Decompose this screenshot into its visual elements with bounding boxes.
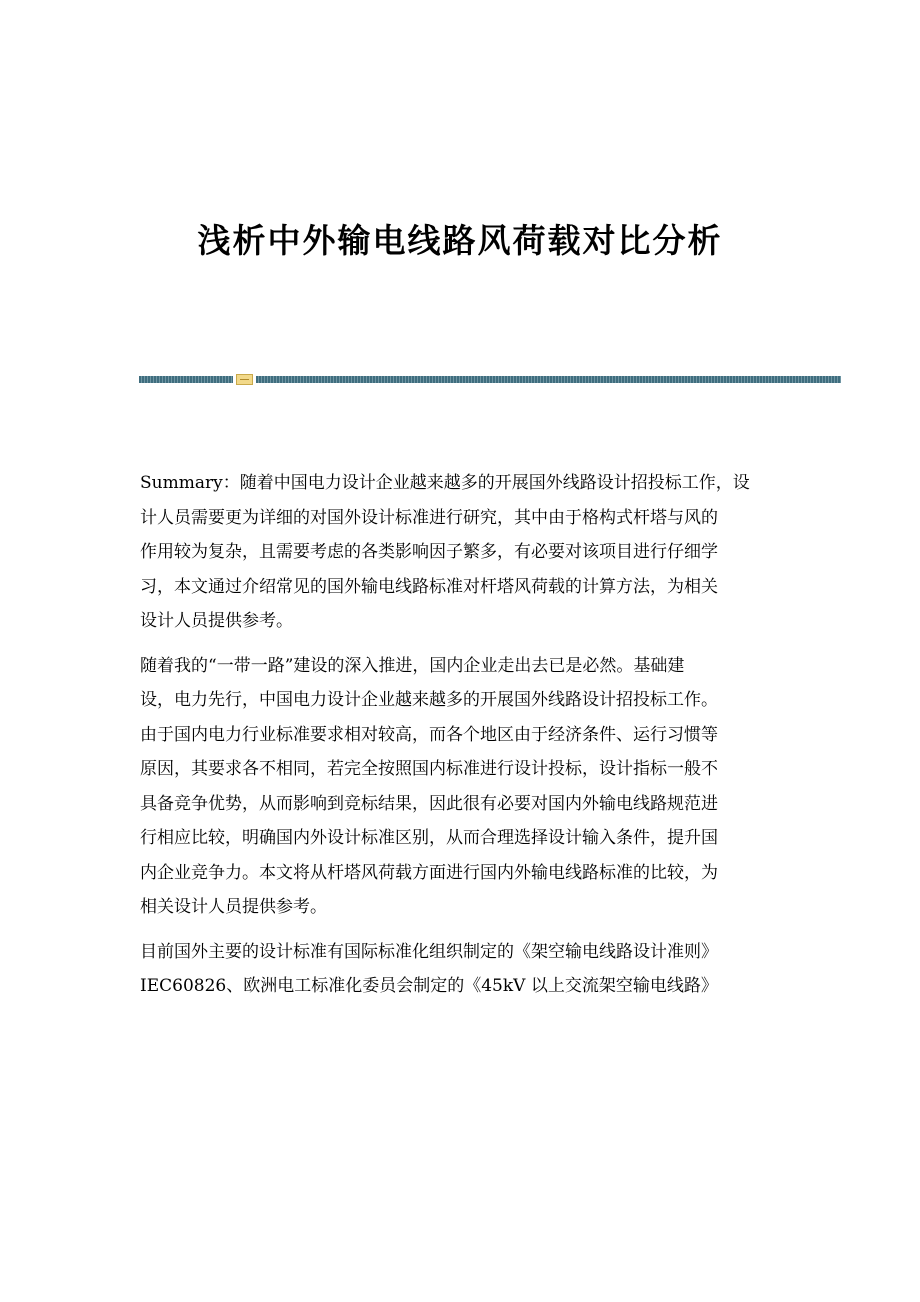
text-line: IEC60826、欧洲电工标准化委员会制定的《45kV 以上交流架空输电线路》 bbox=[140, 976, 718, 996]
text-line: 随着我的“一带一路”建设的深入推进，国内企业走出去已是必然。基础建 bbox=[140, 655, 685, 676]
document-title: 浅析中外输电线路风荷载对比分析 bbox=[197, 221, 723, 260]
text-line: 设，电力先行，中国电力设计企业越来越多的开展国外线路设计招投标工作。 bbox=[140, 690, 718, 710]
text-line: 具备竞争优势，从而影响到竞标结果，因此很有必要对国内外输电线路规范进 bbox=[140, 793, 718, 814]
text-line: 设计人员提供参考。 bbox=[140, 611, 293, 631]
title-divider bbox=[139, 374, 841, 385]
divider-ornament-icon bbox=[236, 374, 253, 385]
text-line: 作用较为复杂，且需要考虑的各类影响因子繁多，有必要对该项目进行仔细学 bbox=[140, 542, 718, 562]
text-line: 内企业竞争力。本文将从杆塔风荷载方面进行国内外输电线路标准的比较，为 bbox=[140, 862, 718, 883]
standards-paragraph bbox=[140, 935, 785, 1004]
text-line: 计人员需要更为详细的对国外设计标准进行研究，其中由于格构式杆塔与风的 bbox=[140, 507, 718, 528]
intro-paragraph bbox=[140, 649, 785, 925]
text-line: Summary：随着中国电力设计企业越来越多的开展国外线路设计招投标工作，设 bbox=[140, 473, 750, 493]
text-line: 行相应比较，明确国内外设计标准区别，从而合理选择设计输入条件，提升国 bbox=[140, 828, 718, 848]
divider-bar-right bbox=[256, 376, 841, 383]
text-line: 原因，其要求各不相同，若完全按照国内标准进行设计投标，设计指标一般不 bbox=[140, 759, 718, 779]
divider-bar-left bbox=[139, 376, 233, 383]
text-line: 目前国外主要的设计标准有国际标准化组织制定的《架空输电线路设计准则》 bbox=[140, 941, 718, 962]
text-line: 相关设计人员提供参考。 bbox=[140, 897, 327, 917]
text-line: 由于国内电力行业标准要求相对较高，而各个地区由于经济条件、运行习惯等 bbox=[140, 724, 718, 745]
summary-paragraph bbox=[140, 466, 785, 639]
text-line: 习，本文通过介绍常见的国外输电线路标准对杆塔风荷载的计算方法，为相关 bbox=[140, 576, 718, 597]
document-body bbox=[140, 466, 785, 1014]
